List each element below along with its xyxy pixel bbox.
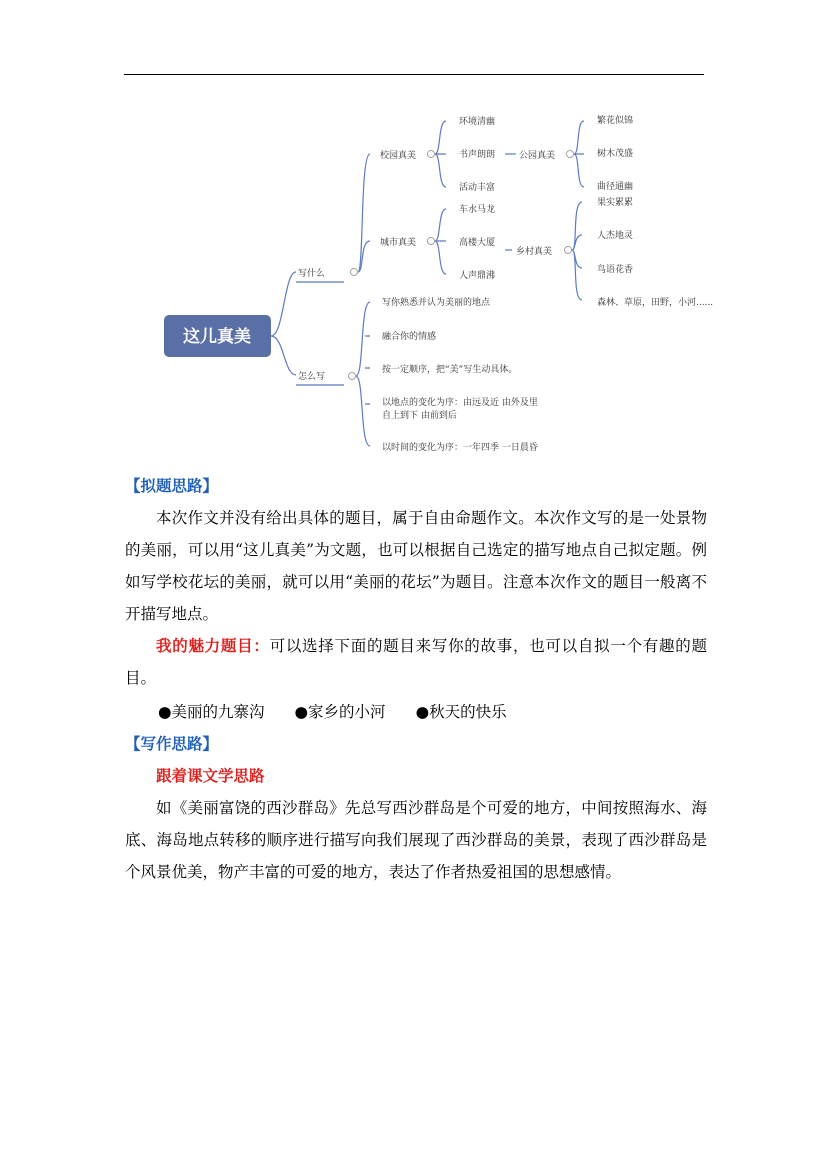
collapse-toggle[interactable] — [567, 151, 574, 158]
village-item[interactable]: 鸟语花香 — [597, 265, 634, 275]
village-node[interactable]: 乡村真美 — [516, 247, 553, 257]
campus-connector — [435, 121, 446, 187]
campus-item[interactable]: 活动丰富 — [459, 183, 496, 193]
how-item[interactable]: 以地点的变化为序：由远及近 由外及里 — [382, 398, 538, 408]
branch-what[interactable]: 写什么 — [298, 269, 326, 279]
how-item[interactable]: 自上到下 由前到后 — [382, 411, 457, 421]
collapse-toggle[interactable] — [428, 238, 435, 245]
branch-how[interactable]: 怎么写 — [298, 372, 326, 382]
campus-item[interactable]: 书声朗朗 — [459, 150, 496, 160]
city-item[interactable]: 车水马龙 — [459, 205, 496, 215]
title-option: ●家乡的小河 — [294, 703, 386, 721]
collapse-toggle[interactable] — [428, 151, 435, 158]
collapse-toggle[interactable] — [351, 269, 358, 276]
mind-map — [0, 0, 827, 470]
section-heading-writing: 【写作思路】 — [125, 734, 219, 753]
how-connector — [356, 302, 370, 446]
park-item[interactable]: 繁花似锦 — [597, 116, 634, 126]
park-connector — [574, 121, 584, 187]
village-item[interactable]: 果实累累 — [597, 198, 634, 208]
title-option: ●秋天的快乐 — [415, 703, 507, 721]
how-item[interactable]: 写你熟悉并认为美丽的地点 — [382, 298, 491, 308]
city-node[interactable]: 城市真美 — [380, 238, 417, 248]
highlight-body: 可以选择下面的题目来写你的故事，也可以自拟一个有趣的题目。 — [125, 637, 707, 687]
title-option: ●美丽的九寨沟 — [158, 703, 265, 721]
village-item[interactable]: 森林、草原，田野，小河...... — [597, 298, 714, 308]
how-item[interactable]: 以时间的变化为序：一年四季 一日晨昏 — [382, 443, 538, 453]
section-heading-title: 【拟题思路】 — [125, 476, 219, 495]
park-item[interactable]: 树木茂盛 — [597, 149, 634, 159]
campus-node[interactable]: 校园真美 — [380, 151, 417, 161]
what-connector — [358, 154, 370, 272]
highlight-paragraph — [125, 630, 707, 694]
park-item[interactable]: 曲径通幽 — [597, 182, 634, 192]
title-options — [125, 696, 707, 728]
collapse-toggle[interactable] — [349, 373, 356, 380]
city-item[interactable]: 人声鼎沸 — [459, 271, 496, 281]
root-label[interactable]: 这儿真美 — [183, 327, 251, 347]
village-item[interactable]: 人杰地灵 — [597, 231, 634, 241]
city-connector — [435, 209, 446, 274]
park-node[interactable]: 公园真美 — [519, 151, 556, 161]
how-item[interactable]: 按一定顺序，把“美”写生动具体。 — [382, 365, 518, 375]
campus-item[interactable]: 环境清幽 — [459, 117, 496, 127]
city-item[interactable]: 高楼大厦 — [459, 238, 496, 248]
section-body-title: 本次作文并没有给出具体的题目，属于自由命题作文。本次作文写的是一处景物的美丽，可以用“这儿真美”为文题，也可以根据自己选定的描写地点自己拟定题。例如写学校花坛的美丽，就可以用“美丽的花坛”为题目。注意本次作文的题目一般离不开描写地点。 — [125, 509, 707, 623]
highlight-label: 我的魅力题目： — [156, 636, 270, 655]
subheading-follow: 跟着课文学思路 — [156, 766, 265, 785]
how-item[interactable]: 融合你的情感 — [382, 332, 437, 342]
root-connector — [271, 272, 296, 375]
collapse-toggle[interactable] — [565, 247, 572, 254]
section-body-writing: 如《美丽富饶的西沙群岛》先总写西沙群岛是个可爱的地方，中间按照海水、海底、海岛地点转移的顺序进行描写向我们展现了西沙群岛的美景，表现了西沙群岛是个风景优美，物产丰富的可爱的地方，表达了作者热爱祖国的思想感情。 — [125, 799, 707, 881]
village-connector — [572, 202, 582, 300]
